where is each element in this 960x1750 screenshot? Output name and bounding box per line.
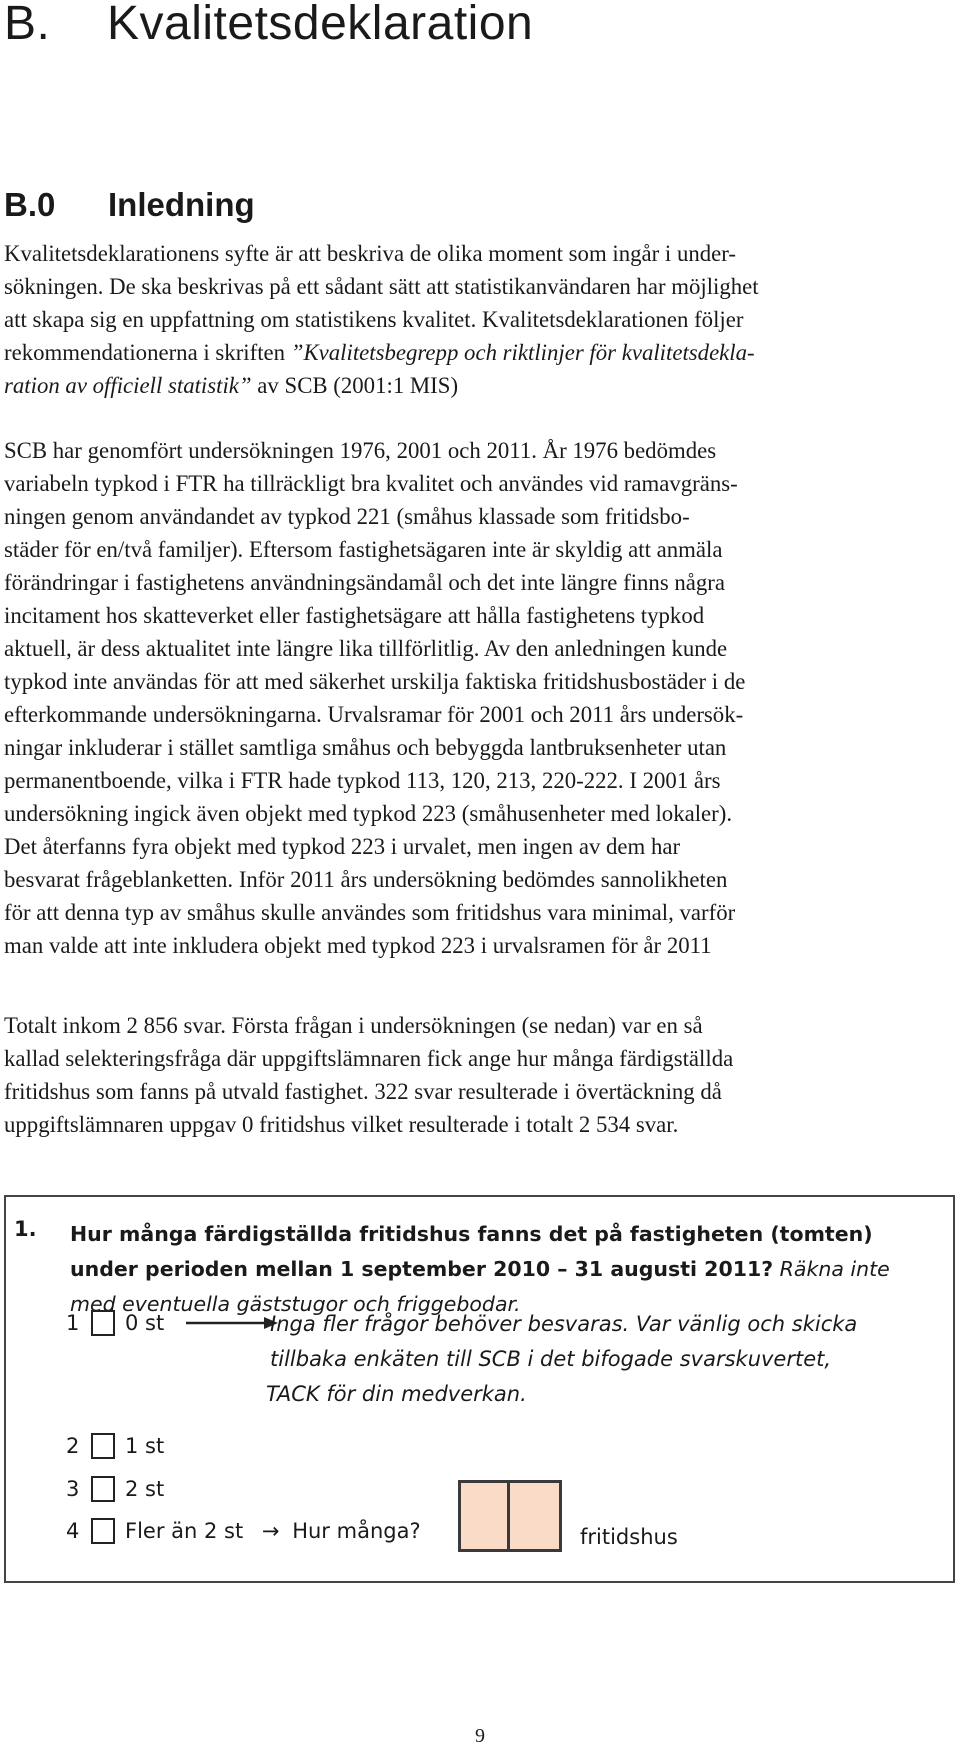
text-segment: incitament hos skatteverket eller fastighetsägare att hålla fastighetens typkod: [4, 603, 705, 628]
text-segment: fritidshus som fanns på utvald fastighet. 322 svar resulterade i övertäckning då: [4, 1079, 722, 1104]
digit-box[interactable]: [510, 1480, 562, 1552]
text-segment: kallad selekteringsfråga där uppgiftslämnaren fick ange hur många färdigställda: [4, 1046, 734, 1071]
text-line: [4, 566, 960, 599]
text-segment: efterkommande undersökningarna. Urvalsramar för 2001 och 2011 års undersök-: [4, 702, 744, 727]
text-segment: variabeln typkod i FTR ha tillräckligt bra kvalitet och användes vid ramavgräns-: [4, 471, 738, 496]
text-segment: besvarat frågeblanketten. Inför 2011 års undersökning bedömdes sannolikheten: [4, 867, 728, 892]
text-segment: uppgiftslämnaren uppgav 0 fritidshus vilket resulterade i totalt 2 534 svar.: [4, 1112, 679, 1137]
italic-text: ration av officiell statistik”: [4, 373, 252, 398]
text-line: [4, 1108, 960, 1141]
text-line: [4, 797, 960, 830]
text-line: [4, 336, 960, 369]
italic-text: ”Kvalitetsbegrepp och riktlinjer för kvalitetsdekla-: [290, 340, 755, 365]
text-segment: att skapa sig en uppfattning om statistikens kvalitet. Kvalitetsdeklarationen följer: [4, 307, 744, 332]
text-segment: typkod inte användas för att med säkerhet urskilja faktiska fritidshusbostäder i de: [4, 669, 746, 694]
question-text-main: Hur många färdigställda fritidshus fanns det på fastigheten (tomten) under perioden mellan 1 september 2010 – 31 augusti 2011?: [70, 1222, 873, 1281]
text-line: [4, 500, 960, 533]
option-label: 1 st: [125, 1434, 165, 1458]
paragraph-history: [4, 434, 960, 962]
text-line: [4, 929, 960, 962]
text-line: [4, 698, 960, 731]
text-line: [4, 764, 960, 797]
followup-line-2: tillbaka enkäten till SCB i det bifogade svarskuvertet,: [270, 1347, 832, 1371]
checkbox[interactable]: [91, 1310, 115, 1336]
text-segment: man valde att inte inkludera objekt med typkod 223 i urvalsramen för år 2011: [4, 933, 712, 958]
text-line: [4, 270, 960, 303]
text-line: [4, 896, 960, 929]
text-segment: undersökning ingick även objekt med typkod 223 (småhusenheter med lokaler).: [4, 801, 733, 826]
arrow-right-icon: →: [261, 1519, 280, 1543]
text-line: [4, 1075, 960, 1108]
checkbox[interactable]: [91, 1518, 115, 1544]
followup-line-3: TACK för din medverkan.: [266, 1382, 527, 1406]
option-number: 2: [66, 1434, 80, 1458]
text-line: [4, 467, 960, 500]
option-number: 4: [66, 1519, 80, 1543]
text-line: [4, 533, 960, 566]
checkbox[interactable]: [91, 1433, 115, 1459]
followup-line-1: Inga fler frågor behöver besvaras. Var vänlig och skicka: [270, 1312, 858, 1336]
digit-box[interactable]: [458, 1480, 510, 1552]
option-2-st: [66, 1473, 164, 1505]
paragraph-intro: [4, 237, 960, 402]
chapter-number: B.: [4, 0, 51, 50]
text-segment: för att denna typ av småhus skulle användes som fritidshus vara minimal, varför: [4, 900, 736, 925]
text-segment: Kvalitetsdeklarationens syfte är att beskriva de olika moment som ingår i under-: [4, 241, 736, 266]
section-number: B.0: [4, 186, 56, 223]
text-line: [4, 237, 960, 270]
paragraph-responses: [4, 1009, 960, 1141]
text-segment: ningar inkluderar i stället samtliga småhus och bebyggda lantbruksenheter utan: [4, 735, 727, 760]
text-line: [4, 830, 960, 863]
text-segment: Totalt inkom 2 856 svar. Första frågan i undersökningen (se nedan) var en så: [4, 1013, 703, 1038]
text-line: [4, 1042, 960, 1075]
text-line: [4, 731, 960, 764]
option-label: 2 st: [125, 1477, 165, 1501]
question-text-note: Räkna inte med eventuella gäststugor och friggebodar.: [70, 1257, 890, 1316]
option-label: Fler än 2 st: [125, 1519, 244, 1543]
text-line: [4, 303, 960, 336]
checkbox[interactable]: [91, 1476, 115, 1502]
count-answer-boxes: [458, 1480, 562, 1552]
text-line: [4, 1009, 960, 1042]
option-fler-an-2-st: [66, 1515, 421, 1547]
page-number: 9: [475, 1725, 485, 1747]
text-segment: SCB har genomfört undersökningen 1976, 2001 och 2011. År 1976 bedömdes: [4, 438, 717, 463]
text-line: [4, 369, 960, 402]
text-line: [4, 665, 960, 698]
chapter-title: Kvalitetsdeklaration: [107, 0, 534, 50]
text-line: [4, 863, 960, 896]
arrow-right-icon: [186, 1316, 278, 1330]
text-line: [4, 599, 960, 632]
section-title: Inledning: [108, 186, 255, 223]
text-line: [4, 434, 960, 467]
text-segment: Det återfanns fyra objekt med typkod 223 i urvalet, men ingen av dem har: [4, 834, 681, 859]
option-number: 1: [66, 1311, 80, 1335]
text-segment: sökningen. De ska beskrivas på ett sådant sätt att statistikanvändaren har möjlighet: [4, 274, 759, 299]
text-segment: permanentboende, vilka i FTR hade typkod 113, 120, 213, 220-222. I 2001 års: [4, 768, 721, 793]
chapter-heading: [4, 0, 533, 52]
text-segment: av SCB (2001:1 MIS): [251, 373, 459, 398]
text-segment: rekommendationerna i skriften: [4, 340, 291, 365]
text-segment: ningen genom användandet av typkod 221 (småhus klassade som fritidsbo-: [4, 504, 690, 529]
answer-unit: fritidshus: [580, 1525, 678, 1549]
option-label: 0 st: [125, 1311, 165, 1335]
text-segment: förändringar i fastighetens användningsändamål och det inte längre finns några: [4, 570, 726, 595]
option-1-st: [66, 1430, 164, 1462]
questionnaire-excerpt: [4, 1195, 955, 1583]
more-prompt: Hur många?: [292, 1519, 421, 1543]
option-0-st: [66, 1307, 164, 1339]
text-line: [4, 632, 960, 665]
text-segment: städer för en/två familjer). Eftersom fastighetsägaren inte är skyldig att anmäla: [4, 537, 723, 562]
option-number: 3: [66, 1477, 80, 1501]
text-segment: aktuell, är dess aktualitet inte längre lika tillförlitlig. Av den anledningen kunde: [4, 636, 728, 661]
question-number: 1.: [14, 1217, 37, 1241]
section-heading: [4, 185, 255, 225]
